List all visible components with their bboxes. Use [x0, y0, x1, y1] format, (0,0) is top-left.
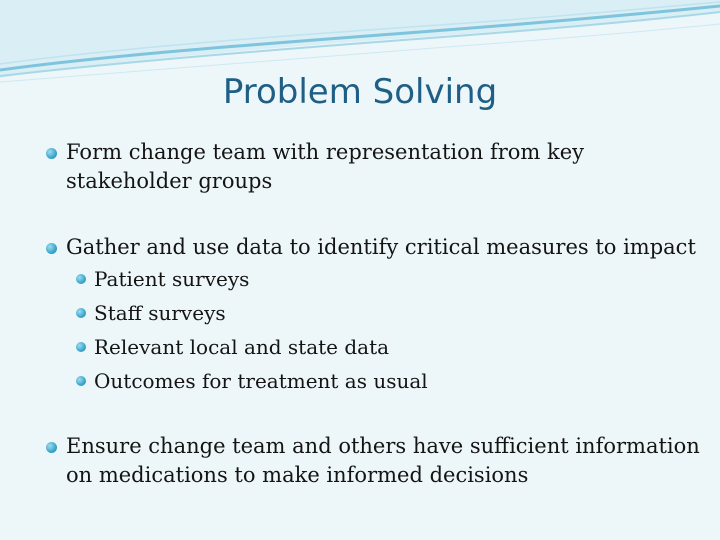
- bullet-list: [46, 138, 706, 490]
- bullet-icon: [46, 442, 57, 453]
- sub-bullet-item: [46, 262, 706, 296]
- sub-bullet-text: Staff surveys: [94, 301, 226, 325]
- sub-bullet-icon: [76, 308, 86, 318]
- bullet-text: Form change team with representation from key stakeholder groups: [66, 140, 584, 193]
- sub-bullet-icon: [76, 274, 86, 284]
- bullet-item: [46, 432, 706, 490]
- slide-title: Problem Solving: [222, 72, 498, 112]
- sub-bullet-item: [46, 364, 706, 398]
- sub-bullet-text: Relevant local and state data: [94, 335, 390, 359]
- sub-bullet-text: Outcomes for treatment as usual: [94, 369, 428, 393]
- sub-bullet-icon: [76, 342, 86, 352]
- bullet-text: Ensure change team and others have sufficient information on medications to make informed decisions: [66, 434, 700, 487]
- bullet-item: [46, 233, 706, 262]
- sub-bullet-icon: [76, 376, 86, 386]
- sub-bullet-text: Patient surveys: [94, 267, 250, 291]
- bullet-icon: [46, 243, 57, 254]
- bullet-item: [46, 138, 706, 196]
- sub-bullet-item: [46, 330, 706, 364]
- sub-bullet-item: [46, 296, 706, 330]
- bullet-text: Gather and use data to identify critical measures to impact: [66, 235, 696, 259]
- bullet-icon: [46, 148, 57, 159]
